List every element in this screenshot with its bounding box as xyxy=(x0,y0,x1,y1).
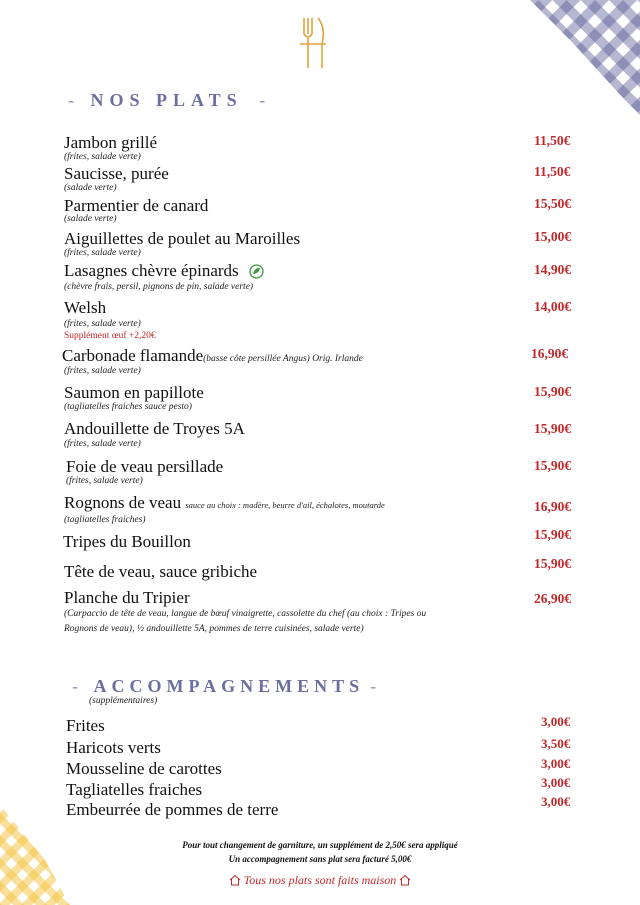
accompaniment-price: 3,00€ xyxy=(541,794,571,809)
dish-name-text: Carbonade flamande xyxy=(62,346,204,365)
title-text: ACCOMPAGNEMENTS xyxy=(93,676,365,696)
dish-note: (tagliatelles fraiches sauce pesto) xyxy=(64,402,192,412)
title-dash-left: - xyxy=(72,676,78,696)
dish-note-continued: Rognons de veau), ½ andouillette 5A, pommes de terre cuisinées, salade verte) xyxy=(64,624,364,634)
dish-note: (salade verte) xyxy=(64,183,117,193)
accompaniment-price: 3,50€ xyxy=(541,736,571,751)
dish-note: (frites, salade verte) xyxy=(64,152,141,162)
dish-price: 26,90€ xyxy=(534,591,572,606)
section-subtitle: (supplémentaires) xyxy=(89,696,158,706)
house-icon xyxy=(229,874,241,886)
dish-price: 15,50€ xyxy=(534,196,572,211)
fork-knife-logo-icon xyxy=(298,14,328,72)
dish-name-text: Rognons de veau xyxy=(64,493,182,512)
dish-name xyxy=(64,261,264,281)
accompaniment-name: Haricots verts xyxy=(66,738,161,757)
dish-name: Tripes du Bouillon xyxy=(63,532,191,551)
dish-price: 11,50€ xyxy=(534,133,571,148)
dish-inline-note: (basse côte persillée Angus) Orig. Irlande xyxy=(203,354,363,364)
accompaniment-name: Tagliatelles fraiches xyxy=(66,780,203,799)
dish-name: Jambon grillé xyxy=(64,133,158,152)
dish-price: 14,00€ xyxy=(534,299,572,314)
dish-note: (frites, salade verte) xyxy=(64,319,141,329)
dish-price: 15,90€ xyxy=(534,458,572,473)
dish-name: Foie de veau persillade xyxy=(66,457,224,476)
dish-price: 15,00€ xyxy=(534,229,572,244)
dish-note: (chèvre frais, persil, pignons de pin, salade verte) xyxy=(64,282,254,292)
dish-name: Andouillette de Troyes 5A xyxy=(64,419,245,438)
section-title-plats xyxy=(68,90,265,111)
dish-name: Aiguillettes de poulet au Maroilles xyxy=(64,229,301,248)
accompaniment-name: Embeurrée de pommes de terre xyxy=(66,800,279,819)
accompaniment-price: 3,00€ xyxy=(541,775,571,790)
dish-name: Saumon en papillote xyxy=(64,383,204,402)
accompaniment-name: Mousseline de carottes xyxy=(66,759,222,778)
dish-price: 15,90€ xyxy=(534,421,572,436)
dish-name-text: Lasagnes chèvre épinards xyxy=(64,261,239,280)
accompaniment-name: Frites xyxy=(66,716,105,735)
dish-price: 14,90€ xyxy=(534,262,572,277)
dish-price: 16,90€ xyxy=(531,346,569,361)
gingham-decoration-top xyxy=(510,0,640,115)
dish-note: (frites, salade verte) xyxy=(64,248,141,258)
dish-price: 15,90€ xyxy=(534,527,572,542)
dish-inline-note: sauce au choix : madère, beurre d'ail, échalotes, moutarde xyxy=(185,500,385,510)
dish-price: 15,90€ xyxy=(534,384,572,399)
dish-price: 11,50€ xyxy=(534,164,571,179)
dish-note: (tagliatelles fraiches) xyxy=(64,515,146,525)
footer-homemade xyxy=(0,873,640,888)
accompaniment-price: 3,00€ xyxy=(541,756,571,771)
dish-name: Saucisse, purée xyxy=(64,164,169,183)
footnote-line-1: Pour tout changement de garniture, un supplément de 2,50€ sera appliqué xyxy=(182,840,458,850)
dish-name: Planche du Tripier xyxy=(64,588,190,607)
title-dash-right: - xyxy=(370,676,377,696)
title-dash-right: - xyxy=(259,90,266,110)
dish-supplement: Supplément œuf +2,20€ xyxy=(64,331,156,341)
footnote-line-2: Un accompagnement sans plat sera facturé 5,00€ xyxy=(228,854,412,864)
dish-note: (salade verte) xyxy=(64,214,117,224)
dish-name: Tête de veau, sauce gribiche xyxy=(64,562,258,581)
dish-name: Welsh xyxy=(64,298,107,317)
house-icon xyxy=(399,874,411,886)
dish-note: (frites, salade verte) xyxy=(64,366,141,376)
title-text: NOS PLATS xyxy=(90,90,243,110)
dish-price: 16,90€ xyxy=(534,499,572,514)
vegetarian-leaf-icon xyxy=(249,264,264,279)
title-dash-left: - xyxy=(68,90,74,110)
dish-note: (frites, salade verte) xyxy=(66,476,143,486)
dish-name xyxy=(62,346,363,366)
section-title-accompagnements xyxy=(72,676,376,697)
dish-note: (Carpaccio de tête de veau, langue de bœuf vinaigrette, cassolette du chef (au choix : Tripes ou xyxy=(64,609,427,619)
dish-name xyxy=(64,493,385,513)
dish-name: Parmentier de canard xyxy=(64,196,209,215)
footer-text: Tous nos plats sont faits maison xyxy=(243,873,397,887)
dish-note: (frites, salade verte) xyxy=(64,439,141,449)
dish-price: 15,90€ xyxy=(534,556,572,571)
accompaniment-price: 3,00€ xyxy=(541,714,571,729)
